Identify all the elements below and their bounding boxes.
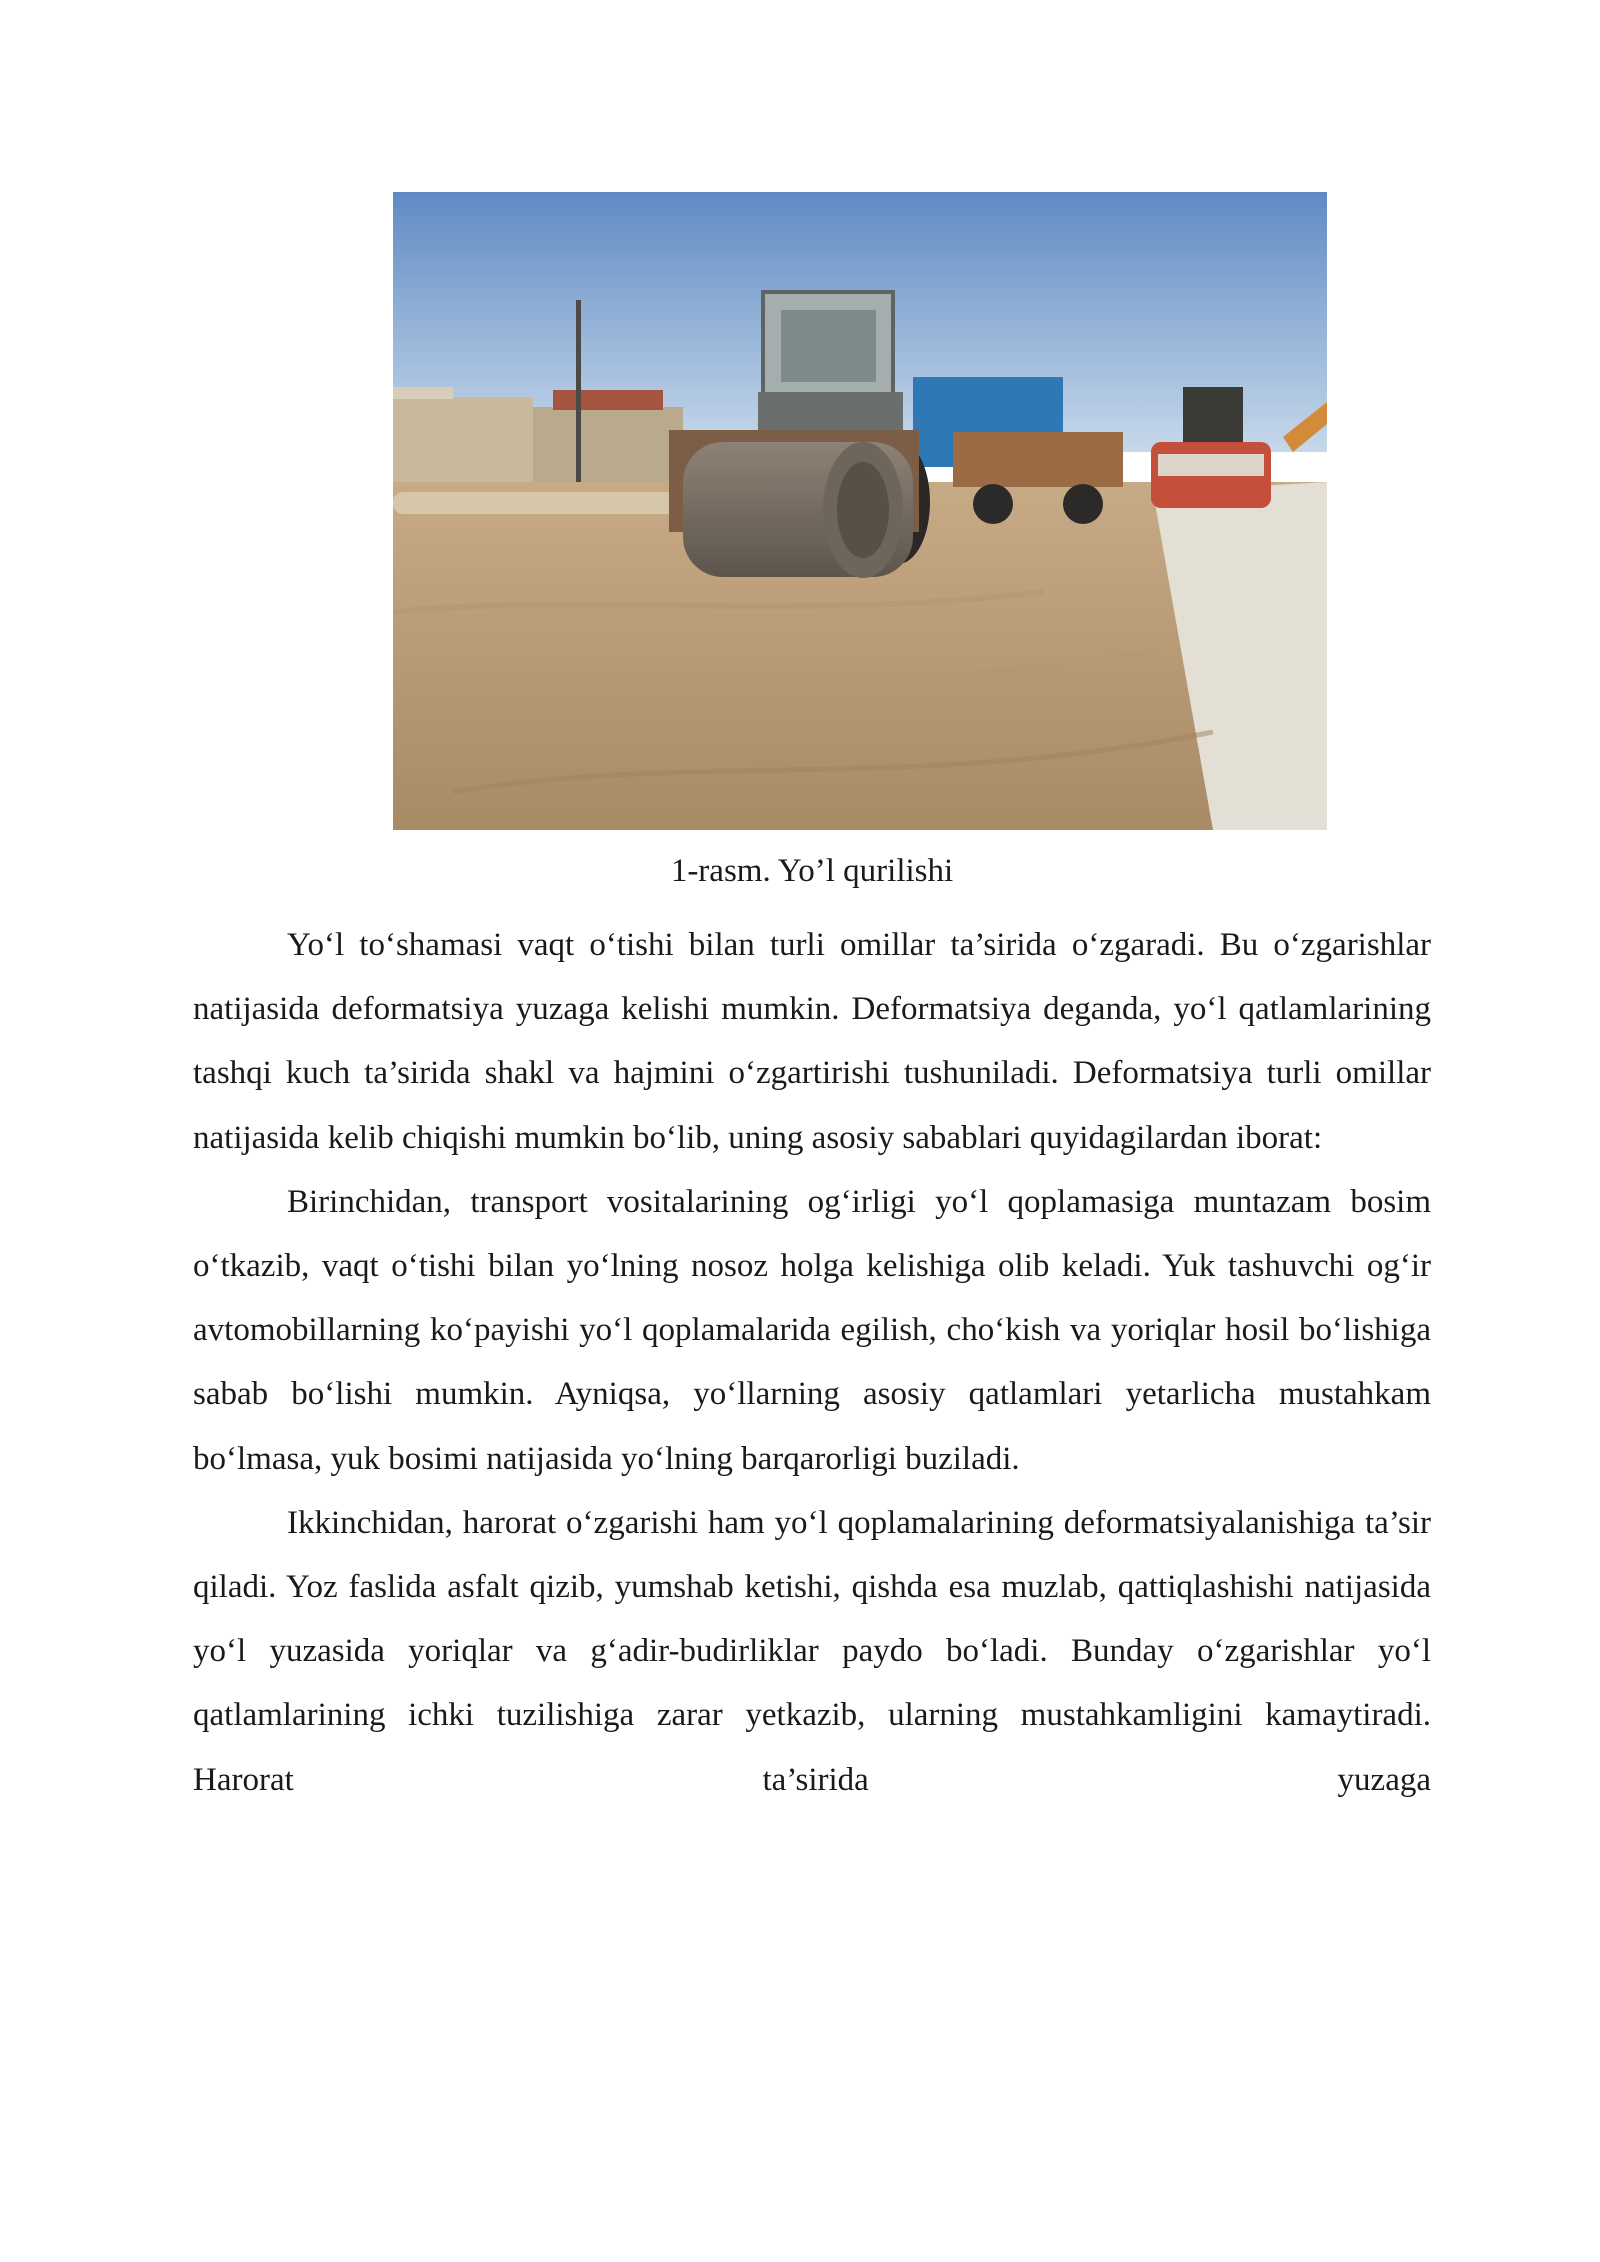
body-text — [193, 913, 1431, 1812]
paragraph-vehicle-weight: Birinchidan, transport vositalarining og‘irligi yo‘l qoplamasiga muntazam bosim o‘tkazib, vaqt o‘tishi bilan yo‘lning nosoz holga kelishiga olib keladi. Yuk tashuvchi og‘ir avtomobillarning ko‘payishi yo‘l qoplamalarida egilish, cho‘kish va yoriqlar hosil bo‘lishiga sabab bo‘lishi mumkin. Ayniqsa, yo‘llarning asosiy qatlamlari yetarlicha mustahkam bo‘lmasa, yuk bosimi natijasida yo‘lning barqarorligi buziladi. — [193, 1183, 1431, 1477]
road-construction-photo — [393, 192, 1327, 830]
paragraph-deformation-intro: Yo‘l to‘shamasi vaqt o‘tishi bilan turli omillar ta’sirida o‘zgaradi. Bu o‘zgarishlar natijasida deformatsiya yuzaga kelishi mumkin. Deformatsiya deganda, yo‘l qatlamlarining tashqi kuch ta’sirida shakl va hajmini o‘zgartirishi tushuniladi. Deformatsiya turli omillar natijasida kelib chiqishi mumkin bo‘lib, uning asosiy sabablari quyidagilardan iborat: — [193, 927, 1431, 1156]
road-roller-illustration — [393, 192, 1327, 830]
paragraph-temperature: Ikkinchidan, harorat o‘zgarishi ham yo‘l qoplamalarining deformatsiyalanishiga ta’sir qiladi. Yoz faslida asfalt qizib, yumshab ketishi, qishda esa muzlab, qattiqlashishi natijasida yo‘l yuzasida yoriqlar va g‘adir-budirliklar paydo bo‘ladi. Bunday o‘zgarishlar yo‘l qatlamlarining ichki tuzilishiga zarar yetkazib, ularning mustahkamligini kamaytiradi. Harorat ta’sirida yuzaga — [193, 1504, 1431, 1798]
figure-caption: 1-rasm. Yo’l qurilishi — [670, 853, 954, 889]
